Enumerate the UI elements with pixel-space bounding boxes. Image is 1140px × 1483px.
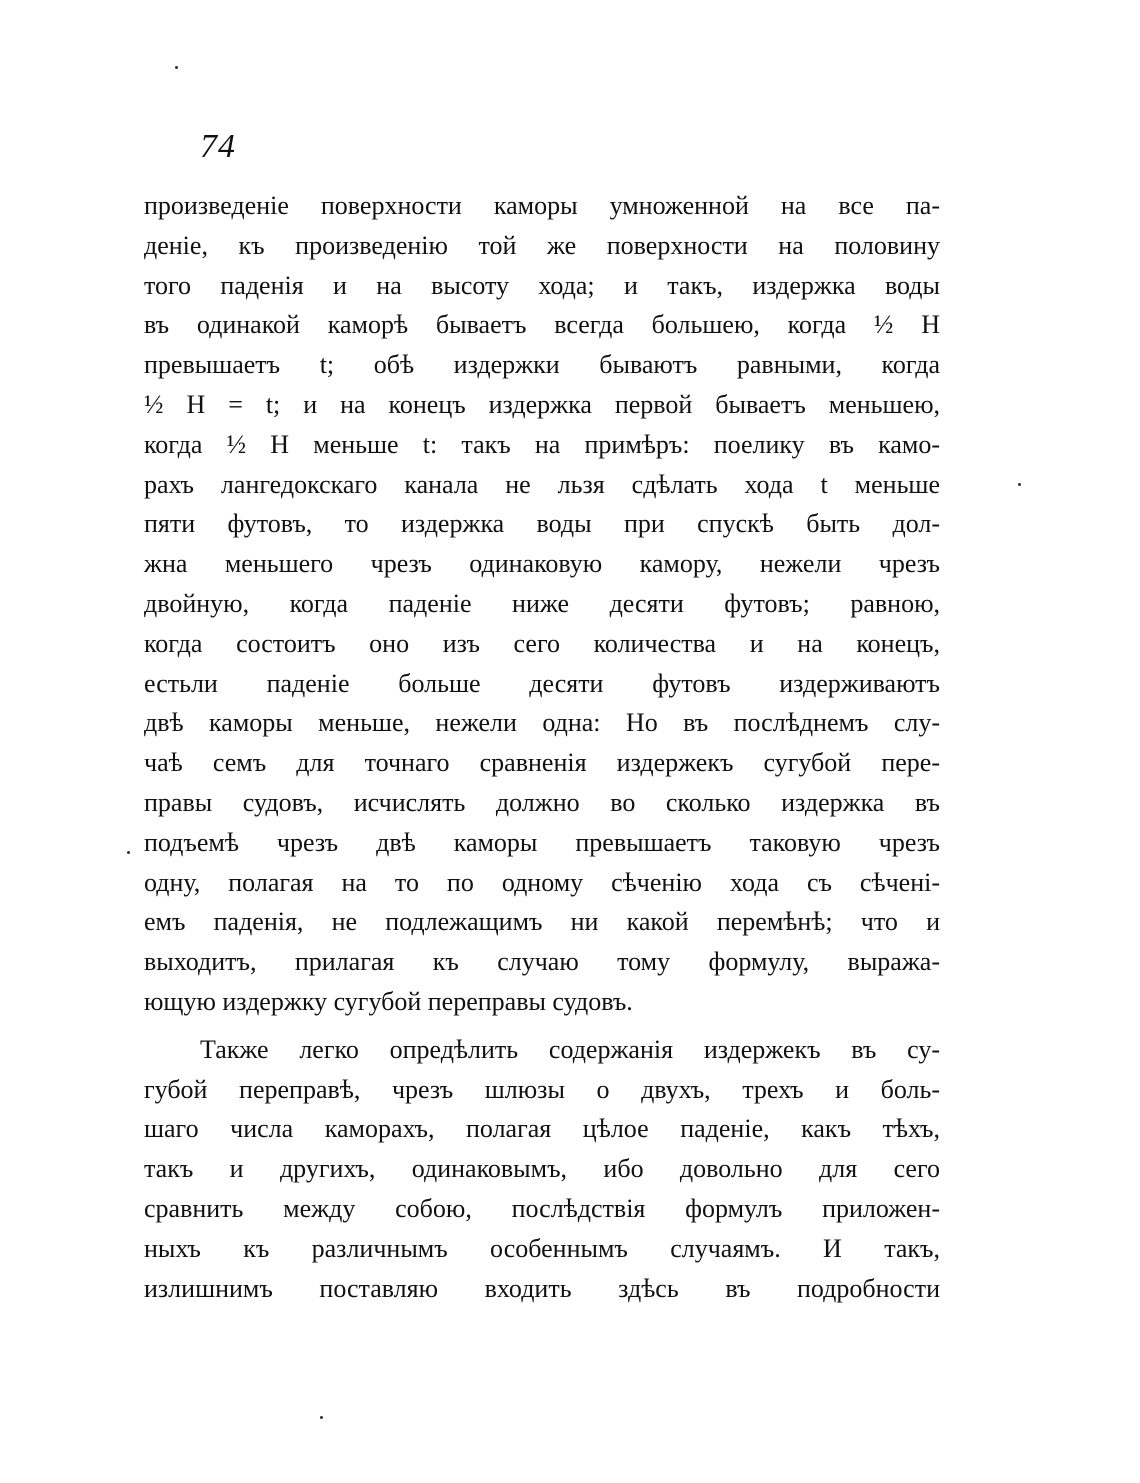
text-line: такъ и другихъ, одинаковымъ, ибо довольно для сего [144, 1154, 940, 1184]
text-line: шаго числа каморахъ, полагая цѣлое паденіе, какъ тѣхъ, [144, 1114, 940, 1144]
text-line: двѣ каморы меньше, нежели одна: Но въ послѣднемъ слу- [144, 708, 940, 738]
text-line: когда ½ H меньше t: такъ на примѣръ: поелику въ камо- [144, 429, 940, 459]
text-line: чаѣ семъ для точнаго сравненія издержекъ сугубой пере- [144, 748, 940, 778]
paragraph-2 [144, 1030, 940, 1309]
text-line: емъ паденія, не подлежащимъ ни какой перемѣнѣ; что и [144, 907, 940, 937]
text-line: выходитъ, прилагая къ случаю тому формулу, выража- [144, 947, 940, 977]
text-line: деніе, къ произведенію той же поверхности на половину [144, 230, 940, 260]
text-line: ныхъ къ различнымъ особеннымъ случаямъ. И такъ, [144, 1233, 940, 1263]
text-line: жна меньшего чрезъ одинаковую камору, нежели чрезъ [144, 549, 940, 579]
body-text [144, 186, 940, 1308]
text-line: Также легко опредѣлить содержанія издержекъ въ су- [200, 1034, 940, 1064]
text-line: того паденія и на высоту хода; и такъ, издержка воды [144, 270, 940, 300]
text-line: подъемѣ чрезъ двѣ каморы превышаетъ таковую чрезъ [144, 827, 940, 857]
text-line: ющую издержку сугубой переправы судовъ. [144, 986, 633, 1016]
text-line: правы судовъ, исчислять должно во сколько издержка въ [144, 787, 940, 817]
text-line: рахъ лангедокскаго канала не льзя сдѣлать хода t меньше [144, 469, 940, 499]
text-line: естьли паденіе больше десяти футовъ издерживаютъ [144, 668, 940, 698]
text-line: произведеніе поверхности каморы умноженной на все па- [144, 191, 940, 220]
page-number: 74 [200, 128, 236, 165]
text-line: сравнить между собою, послѣдствія формулъ приложен- [144, 1193, 940, 1223]
paragraph-1 [144, 186, 940, 1022]
text-line: пяти футовъ, то издержка воды при спускѣ быть дол- [144, 509, 940, 539]
scan-speck [127, 851, 130, 854]
scan-speck [1018, 483, 1021, 486]
text-line: въ одинакой каморѣ бываетъ всегда большею, когда ½ H [144, 310, 940, 340]
text-line: губой переправѣ, чрезъ шлюзы о двухъ, трехъ и боль- [144, 1074, 940, 1104]
text-line: когда состоитъ оно изъ сего количества и на конецъ, [144, 628, 940, 658]
text-line: излишнимъ поставляю входить здѣсь въ подробности [144, 1273, 940, 1303]
text-line: одну, полагая на то по одному сѣченію хода съ сѣчені- [144, 867, 940, 897]
text-line: превышаетъ t; обѣ издержки бываютъ равными, когда [144, 350, 940, 380]
scan-speck [175, 66, 178, 69]
text-line: ½ H = t; и на конецъ издержка первой бываетъ меньшею, [144, 389, 940, 419]
text-line: двойную, когда паденіе ниже десяти футовъ; равною, [144, 588, 940, 618]
scan-speck [320, 1416, 323, 1419]
